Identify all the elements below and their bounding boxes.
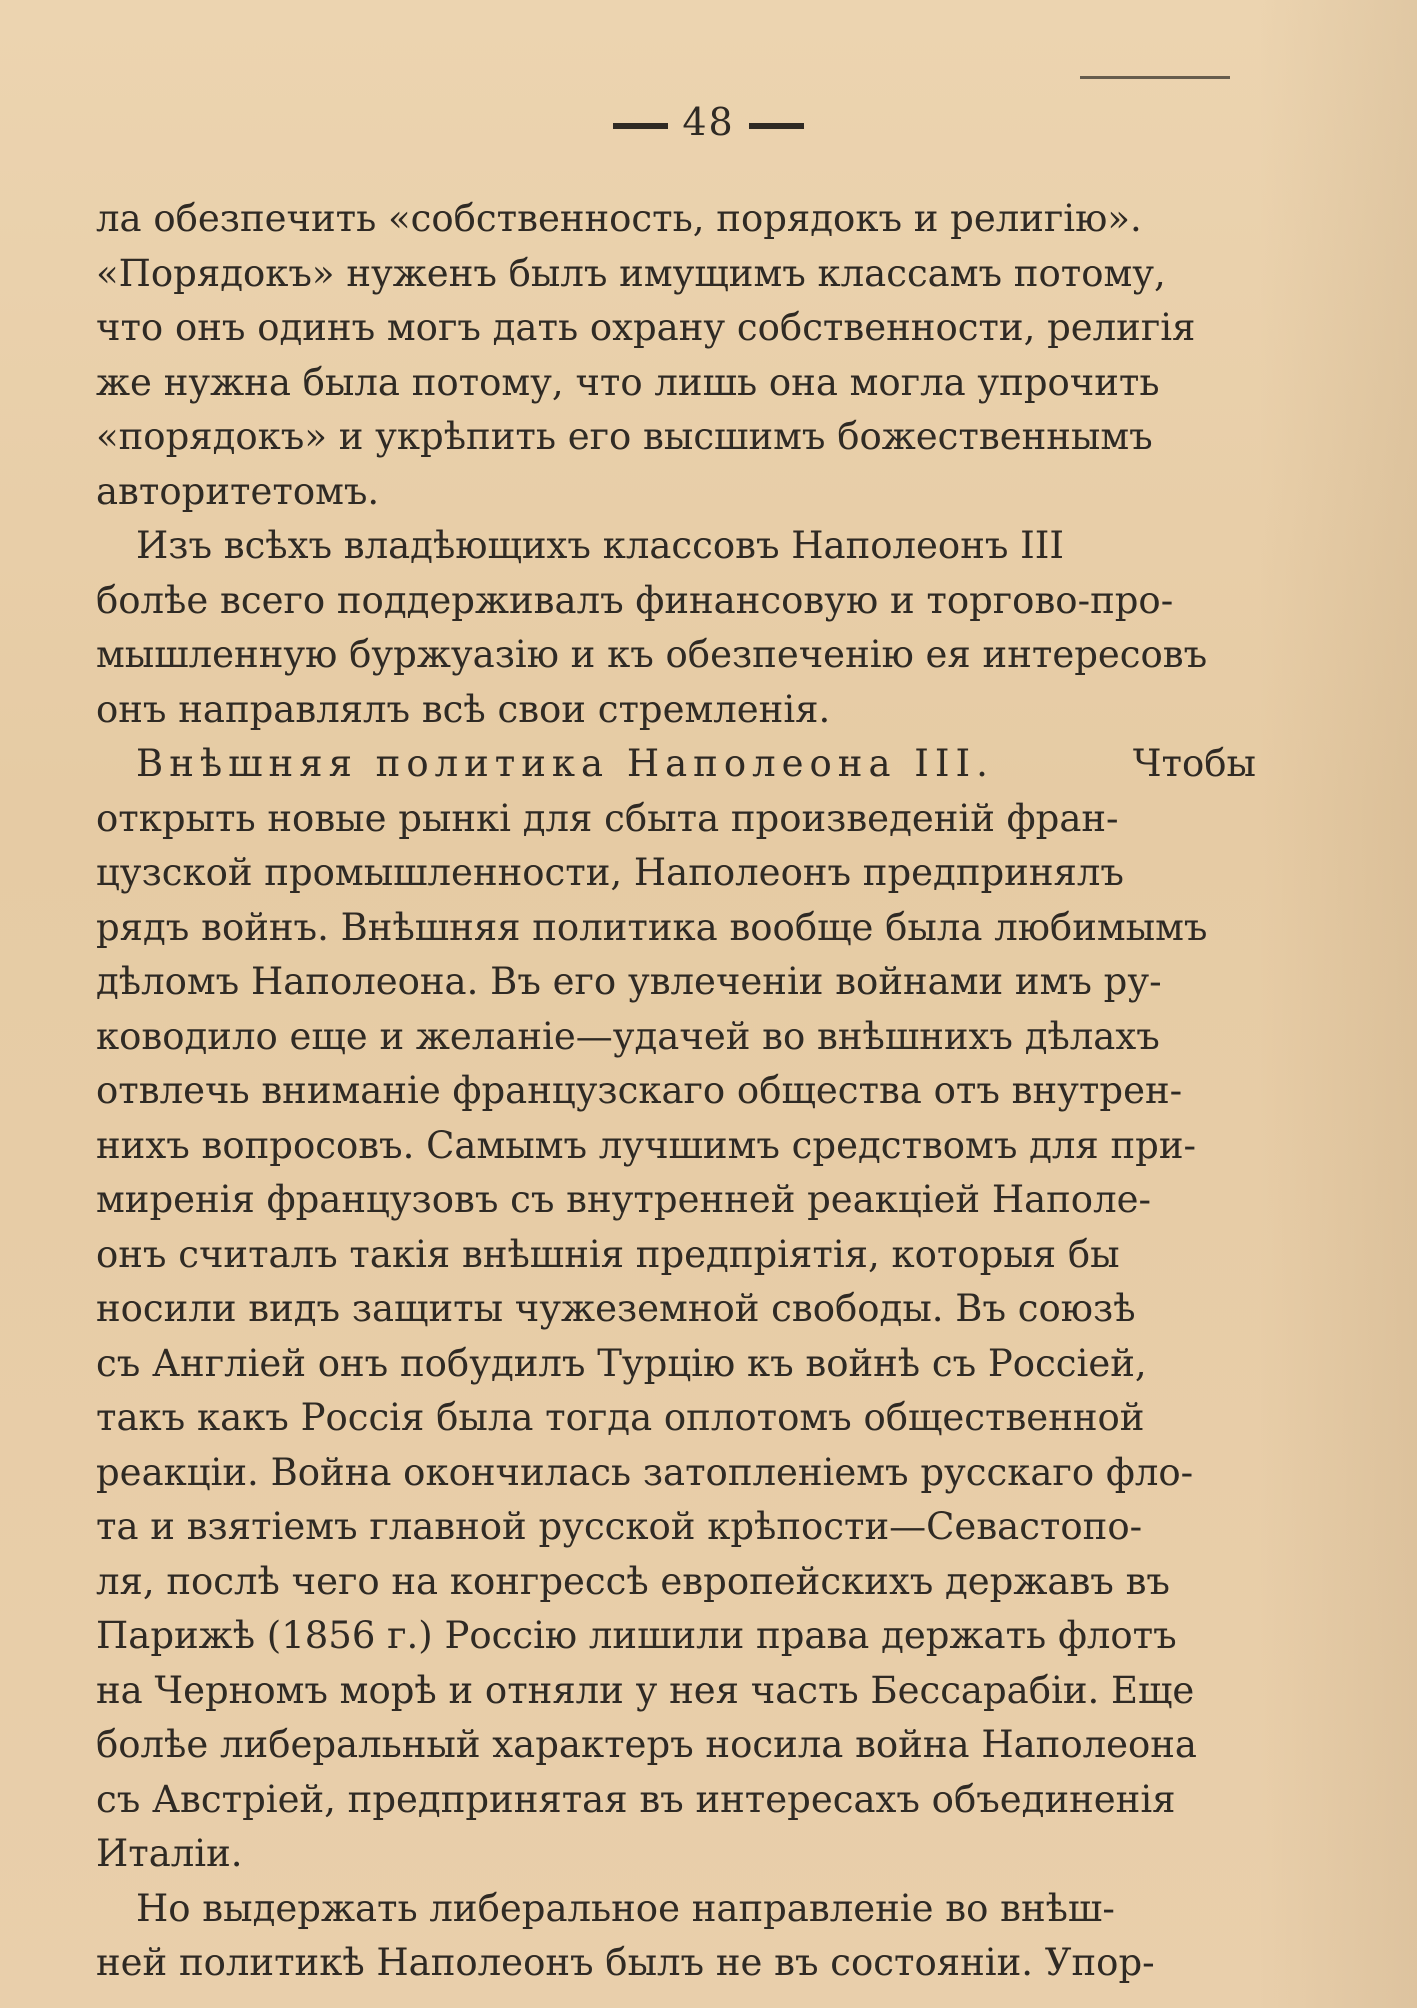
text-line: же нужна была потому, что лишь она могла упрочить (96, 360, 1160, 404)
section-heading: Внѣшняя политика Наполеона III. (136, 742, 994, 785)
text-line: Парижѣ (1856 г.) Россію лишили права держать флотъ (96, 1614, 1177, 1657)
text-line: «порядокъ» и укрѣпить его высшимъ божественнымъ (96, 415, 1153, 458)
section-heading-line (96, 737, 1256, 792)
text-line: «Порядокъ» нуженъ былъ имущимъ классамъ потому, (96, 251, 1166, 295)
text-line: болѣе всего поддерживалъ финансовую и торгово-про- (96, 578, 1174, 622)
page-number: 48 (0, 100, 1417, 144)
text-line: отвлечь вниманіе французскаго общества отъ внутрен- (96, 1069, 1183, 1112)
text-line: такъ какъ Россія была тогда оплотомъ общественной (96, 1396, 1145, 1439)
text-line: нихъ вопросовъ. Самымъ лучшимъ средствомъ для при- (96, 1123, 1197, 1167)
body-text (96, 192, 1256, 1991)
text-line: носили видъ защиты чужеземной свободы. Въ союзѣ (96, 1287, 1136, 1330)
text-line: болѣе либеральный характеръ носила война Наполеона (96, 1723, 1197, 1766)
text-line: миренія французовъ съ внутренней реакціей Наполе- (96, 1178, 1151, 1221)
page-shading (1257, 0, 1417, 2008)
text-line: цузской промышленности, Наполеонъ предпринялъ (96, 851, 1124, 894)
text-line: на Черномъ морѣ и отняли у нея часть Бессарабіи. Еще (96, 1668, 1195, 1712)
text-line: съ Австріей, предпринятая въ интересахъ объединенія (96, 1777, 1176, 1821)
text-run: Чтобы (1132, 742, 1256, 785)
text-line: рядъ войнъ. Внѣшняя политика вообще была любимымъ (96, 905, 1208, 949)
text-line: дѣломъ Наполеона. Въ его увлеченіи войнами имъ ру- (96, 960, 1162, 1003)
text-line: ней политикѣ Наполеонъ былъ не въ состояніи. Упор- (96, 1941, 1155, 1984)
text-line: онъ направлялъ всѣ свои стремленія. (96, 687, 831, 731)
text-line: ля, послѣ чего на конгрессѣ европейскихъ державъ въ (96, 1559, 1170, 1603)
text-line: Но выдержать либеральное направленіе во внѣш- (136, 1886, 1115, 1930)
text-line: что онъ одинъ могъ дать охрану собственности, религія (96, 306, 1196, 349)
text-line: онъ считалъ такія внѣшнія предпріятія, которыя бы (96, 1232, 1120, 1276)
text-line: открыть новые рынкі для сбыта произведеній фран- (96, 796, 1119, 840)
text-line: Италіи. (96, 1832, 243, 1875)
text-line: съ Англіей онъ побудилъ Турцію къ войнѣ съ Россіей, (96, 1341, 1147, 1385)
text-line: реакціи. Война окончилась затопленіемъ русскаго фло- (96, 1450, 1194, 1494)
text-line: та и взятіемъ главной русской крѣпости—Севастопо- (96, 1505, 1143, 1548)
text-line: авторитетомъ. (96, 469, 380, 513)
text-line: мышленную буржуазію и къ обезпеченію ея интересовъ (96, 633, 1208, 676)
text-line: ководило еще и желаніе—удачей во внѣшнихъ дѣлахъ (96, 1014, 1160, 1058)
page-number-dash-left (613, 123, 668, 129)
top-edge-mark (1080, 76, 1230, 79)
text-line: Изъ всѣхъ владѣющихъ классовъ Наполеонъ III (136, 524, 1064, 567)
text-line: ла обезпечить «собственность, порядокъ и религію». (96, 197, 1142, 240)
page-number-dash-right (749, 123, 804, 129)
